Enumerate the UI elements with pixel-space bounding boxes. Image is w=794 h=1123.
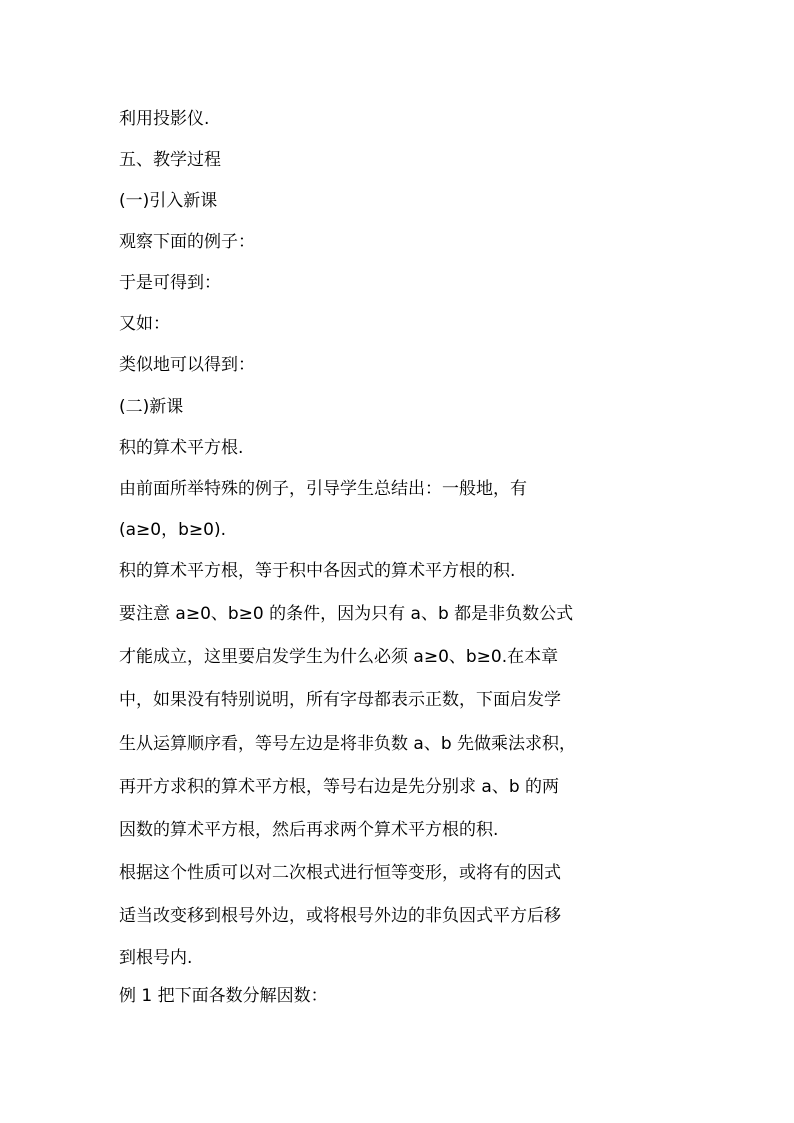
text-line: 由前面所举特殊的例子，引导学生总结出：一般地，有: [119, 479, 527, 499]
text-line: (a≥0，b≥0).: [119, 520, 226, 540]
text-line: 积的算术平方根.: [119, 438, 244, 458]
text-line: 因数的算术平方根，然后再求两个算术平方根的积.: [119, 820, 499, 840]
text-line: 观察下面的例子：: [119, 232, 255, 252]
text-line: 类似地可以得到：: [119, 355, 255, 375]
subsection-heading: (二)新课: [119, 397, 184, 417]
text-line: 根据这个性质可以对二次根式进行恒等变形，或将有的因式: [119, 863, 561, 883]
text-line: 要注意 a≥0、b≥0 的条件，因为只有 a、b 都是非负数公式: [119, 604, 574, 624]
text-line: 中，如果没有特别说明，所有字母都表示正数，下面启发学: [119, 690, 561, 710]
text-line: 生从运算顺序看，等号左边是将非负数 a、b 先做乘法求积，: [119, 734, 577, 754]
text-line: 于是可得到：: [119, 273, 221, 293]
text-line: 积的算术平方根，等于积中各因式的算术平方根的积.: [119, 561, 516, 581]
section-heading: 五、教学过程: [119, 150, 221, 170]
subsection-heading: (一)引入新课: [119, 191, 218, 211]
text-line: 再开方求积的算术平方根，等号右边是先分别求 a、b 的两: [119, 777, 560, 797]
text-line: 利用投影仪.: [119, 109, 210, 129]
text-line: 到根号内.: [119, 948, 193, 968]
text-line: 适当改变移到根号外边，或将根号外边的非负因式平方后移: [119, 906, 561, 926]
example-heading: 例 1 把下面各数分解因数：: [119, 986, 328, 1006]
text-line: 又如：: [119, 314, 170, 334]
text-line: 才能成立，这里要启发学生为什么必须 a≥0、b≥0.在本章: [119, 647, 559, 667]
